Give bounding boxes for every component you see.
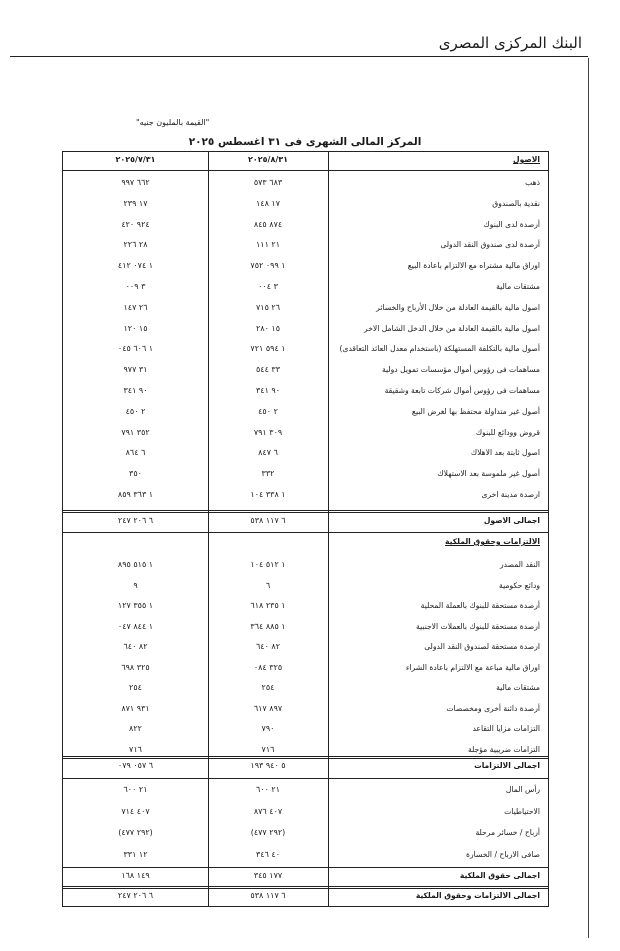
value-previous: ١ ٥١٥ ٨٩٥ — [117, 560, 154, 569]
table-row — [63, 660, 548, 680]
row-label: قروض وودائع للبنوك — [475, 427, 540, 437]
value-current: ٤٠ ٣٤٦ — [255, 849, 281, 859]
row-label: ذهب — [525, 178, 540, 187]
value-current: ١٧٧ ٣٤٥ — [253, 871, 283, 880]
table-row — [63, 425, 548, 445]
value-previous: ٩٠ ٣٤١ — [123, 386, 148, 395]
liabilities-heading-row — [63, 534, 548, 554]
table-row — [63, 557, 548, 577]
value-previous: ٣٥٠ — [129, 469, 142, 479]
value-previous: ١ ٣٦٣ ٨٥٩ — [117, 490, 154, 499]
value-previous: ١٥ ١٢٠ — [123, 323, 148, 333]
table-row — [63, 782, 548, 802]
value-previous: ٢١ ٦٠٠ — [123, 785, 148, 794]
value-current: ٦ ١١٧ ٥٣٨ — [250, 516, 286, 525]
value-previous: ٦٦٢ ٩٩٧ — [121, 178, 150, 187]
row-label: اجمالى الالتزامات وحقوق الملكية — [415, 891, 540, 900]
margin-rule — [588, 58, 589, 938]
value-previous: ٧١٦ — [129, 744, 142, 754]
value-previous: ١٧ ٢٣٩ — [123, 198, 148, 208]
value-current: ٢ ٤٥٠ — [258, 406, 278, 416]
value-current: ١ ٨٨٥ ٣٦٤ — [250, 621, 286, 631]
table-row — [63, 237, 548, 257]
value-previous: (٢٩٢ ٤٧٧) — [118, 828, 153, 837]
section-divider — [63, 778, 548, 779]
value-previous: ٩٢٤ ٤٢٠ — [121, 219, 150, 229]
row-label: أصول مالية بالتكلفة المستهلكة (باستخدام معدل العائد التعاقدى) — [339, 344, 540, 354]
value-current: ٥ ٩٤٠ ١٩٣ — [250, 761, 286, 770]
row-label: مشتقات مالية — [496, 282, 540, 291]
report-title: المركز المالى الشهرى فى ٣١ اغسطس ٢٠٢٥ — [188, 136, 422, 148]
table-row — [63, 341, 548, 361]
value-current: ٧٩٠ — [261, 724, 275, 733]
value-current: ٦ ٨٤٧ — [258, 448, 278, 458]
table-row — [63, 362, 548, 382]
value-previous: ٣٢٥ ٦٩٨ — [121, 662, 150, 672]
row-label: اجمالى حقوق الملكية — [459, 871, 540, 880]
value-previous: ١ ٨٤٤ ٠٤٧ — [117, 621, 154, 631]
value-previous: ١ ٠٧٤ ٤١٢ — [117, 261, 154, 271]
row-label: ارصدة مدينة اخرى — [481, 490, 540, 499]
row-label: اوراق مالية مباعة مع الالتزام باعادة الشراء — [405, 662, 540, 672]
assets-heading: الاصول — [513, 155, 540, 164]
table-row — [63, 680, 548, 700]
table-row — [63, 196, 548, 216]
value-previous: ٦ ٢٠٦ ٢٤٧ — [117, 891, 154, 900]
value-current: ٢١ ٦٠٠ — [255, 785, 281, 794]
row-label: ارصدة مستحقة لصندوق النقد الدولى — [424, 642, 540, 651]
value-current: ١ ٢٣٥ ٦١٨ — [250, 601, 286, 610]
row-label: أرصدة لدى البنوك — [483, 219, 540, 229]
bank-name: البنك المركزى المصرى — [438, 34, 582, 52]
column-header-previous: ٢٠٢٥/٧/٣١ — [115, 155, 156, 164]
table-row — [63, 321, 548, 341]
value-current: ١ ٣٣٨ ١٠٤ — [250, 490, 286, 499]
table-row — [63, 300, 548, 320]
value-current: ٨٧٤ ٨٤٥ — [253, 219, 283, 229]
table-row — [63, 639, 548, 659]
row-label: اصول مالية بالقيمة العادلة من خلال الأرباح والخسائر — [376, 302, 540, 312]
value-current: ١٧ ١٤٨ — [255, 198, 281, 208]
value-current: ٧١٦ — [261, 744, 275, 754]
value-current: ٣٢٥ ٠٨٤ — [253, 662, 283, 672]
table-row — [63, 721, 548, 741]
row-label: اصول ثابتة بعد الاهلاك — [470, 448, 540, 458]
value-previous: ٩ — [133, 580, 138, 590]
table-row — [63, 383, 548, 403]
row-label: اصول مالية بالقيمة العادلة من خلال الدخل الشامل الاخر — [364, 323, 540, 333]
value-previous: ٩٣١ ٨٧١ — [121, 703, 150, 713]
value-previous: ١ ٣٥٥ ١٢٧ — [117, 601, 154, 610]
value-current: ٨٢ ٦٤٠ — [255, 642, 281, 651]
value-previous: ٤٠٧ ٧١٤ — [121, 806, 150, 816]
value-previous: ٦ ٢٠٦ ٢٤٧ — [117, 516, 154, 525]
value-current: ١ ٥١٢ ١٠٤ — [250, 560, 286, 569]
value-previous: ٨٢٢ — [129, 724, 142, 733]
value-current: ٣٣ ٥٤٤ — [255, 365, 281, 375]
table-row — [63, 404, 548, 424]
row-label: رأس المال — [505, 785, 540, 794]
row-label: الاحتياطيات — [504, 806, 540, 816]
value-previous: ١٢ ٣٣١ — [123, 849, 148, 859]
value-current: ٨٩٧ ٦١٧ — [253, 703, 283, 713]
row-label: التزامات مزايا التقاعد — [472, 724, 540, 733]
assets-total-row — [63, 513, 548, 533]
row-label: أرصدة مستحقة للبنوك بالعملات الاجنبية — [416, 621, 540, 631]
value-current: ٢٦ ٧١٥ — [255, 302, 281, 312]
row-label: أصول غير ملموسة بعد الاستهلاك — [437, 469, 540, 479]
grand-total-row — [63, 888, 548, 908]
header-rule — [10, 56, 588, 57]
value-current: ٩٠ ٣٤١ — [255, 386, 281, 395]
row-label: مساهمات فى رؤوس أموال مؤسسات تمويل دولية — [381, 365, 540, 375]
row-label: صافى الارباح / الخسارة — [465, 849, 540, 859]
row-label: أصول غير متداولة محتفظ بها لغرض البيع — [411, 406, 540, 416]
row-label: أرصدة لدى صندوق النقد الدولى — [440, 240, 540, 250]
liabilities-heading: الالتزامات وحقوق الملكية — [445, 537, 540, 546]
value-current: ٢٥٤ — [261, 683, 275, 692]
value-current: ١٥ ٢٨٠ — [255, 323, 281, 333]
value-current: ٣٠٩ ٧٩١ — [253, 427, 283, 437]
value-previous: ٢٨ ٢٢٦ — [123, 240, 148, 250]
table-row — [63, 804, 548, 824]
value-current: ٦ ١١٧ ٥٣٨ — [250, 891, 286, 900]
table-row — [63, 466, 548, 486]
value-current: ٦٨٣ ٥٧٣ — [253, 178, 283, 187]
row-label: التزامات ضريبية مؤجلة — [467, 744, 540, 754]
row-label: نقدية بالصندوق — [492, 198, 540, 208]
table-row — [63, 619, 548, 639]
value-previous: ٨٢ ٦٤٠ — [123, 642, 148, 651]
table-row — [63, 279, 548, 299]
table-row — [63, 825, 548, 845]
value-previous: ٦ ٨٦٤ — [125, 448, 146, 458]
financial-position-table — [62, 151, 549, 907]
table-row — [63, 445, 548, 465]
table-row — [63, 217, 548, 237]
value-current: ٣٣٢ — [261, 469, 275, 479]
table-row — [63, 175, 548, 195]
row-label: النقد المصدر — [499, 560, 540, 569]
row-label: أرصدة دائنة أخرى ومخصصات — [446, 703, 540, 713]
page-header — [10, 34, 588, 54]
table-row — [63, 487, 548, 507]
row-label: مساهمات فى رؤوس أموال شركات تابعة وشقيقة — [384, 386, 540, 395]
table-row — [63, 598, 548, 618]
value-previous: ٣ ٠٠٩ — [125, 282, 146, 291]
value-previous: ٦ ٠٥٧ ٠٧٩ — [117, 761, 154, 770]
row-label: ودائع حكومية — [499, 580, 540, 590]
liabilities-total-row — [63, 758, 548, 778]
value-previous: ٢ ٤٥٠ — [125, 406, 146, 416]
value-previous: ١ ٦٠٦ ٠٤٥ — [117, 344, 154, 354]
value-previous: ٢٦ ١٤٧ — [123, 302, 148, 312]
column-header-current: ٢٠٢٥/٨/٣١ — [247, 155, 289, 164]
value-current: ٣ ٠٠٤ — [258, 282, 278, 291]
table-row — [63, 701, 548, 721]
value-previous: ٣١ ٩٧٧ — [123, 365, 148, 375]
value-current: ٤٠٧ ٨٧٦ — [253, 806, 283, 816]
row-label: اجمالى الاصول — [483, 516, 540, 525]
row-label: أرصدة مستحقة للبنوك بالعملة المحلية — [420, 601, 540, 610]
table-row — [63, 258, 548, 278]
value-previous: ١٤٩ ١٦٨ — [121, 871, 150, 880]
value-previous: ٣٥٢ ٧٩١ — [121, 427, 150, 437]
table-row — [63, 578, 548, 598]
row-label: اجمالى الالتزامات — [474, 761, 540, 770]
value-current: ٦ — [265, 580, 271, 590]
value-previous: ٢٥٤ — [129, 683, 142, 692]
unit-note: "القيمة بالمليون جنيه" — [136, 118, 210, 127]
table-header-row — [63, 152, 548, 172]
row-label: أرباح / خسائر مرحلة — [475, 828, 540, 837]
equity-total-row — [63, 868, 548, 888]
row-label: اوراق مالية مشتراه مع الالتزام باعادة البيع — [407, 261, 540, 271]
value-current: (٢٩٢ ٤٧٧) — [250, 828, 286, 837]
row-label: مشتقات مالية — [496, 683, 540, 692]
table-row — [63, 847, 548, 867]
value-current: ١ ٥٩٤ ٧٢١ — [250, 344, 286, 354]
value-current: ٢١ ١١١ — [255, 240, 281, 250]
value-current: ١ ٠٩٩ ٧٥٢ — [250, 261, 286, 271]
